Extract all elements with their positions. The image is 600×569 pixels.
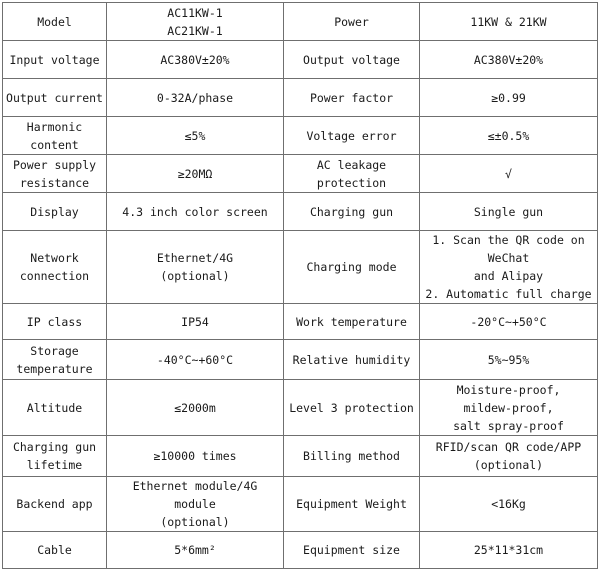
spec-value: -20°C~+50°C (420, 304, 598, 340)
table-row (3, 304, 598, 340)
spec-value: ≤5% (107, 117, 284, 155)
spec-value: Ethernet/4G (optional) (107, 231, 284, 304)
table-row (3, 41, 598, 79)
spec-label: Power (284, 3, 420, 41)
spec-label: Network connection (3, 231, 107, 304)
spec-label: Output current (3, 79, 107, 117)
spec-label: Power supply resistance (3, 155, 107, 193)
table-row (3, 436, 598, 477)
spec-value: ≥20MΩ (107, 155, 284, 193)
spec-value: AC11KW-1 AC21KW-1 (107, 3, 284, 41)
spec-value: ≤±0.5% (420, 117, 598, 155)
spec-value: AC380V±20% (107, 41, 284, 79)
spec-label: Power factor (284, 79, 420, 117)
spec-value: Single gun (420, 193, 598, 231)
spec-value: ≥0.99 (420, 79, 598, 117)
spec-value: 4.3 inch color screen (107, 193, 284, 231)
spec-label: Input voltage (3, 41, 107, 79)
spec-label: Harmonic content (3, 117, 107, 155)
table-row (3, 117, 598, 155)
spec-value: ≥10000 times (107, 436, 284, 477)
spec-label: Voltage error (284, 117, 420, 155)
spec-value: ≤2000m (107, 380, 284, 436)
spec-label: Display (3, 193, 107, 231)
spec-label: Model (3, 3, 107, 41)
spec-label: Storage temperature (3, 340, 107, 380)
spec-value: 11KW & 21KW (420, 3, 598, 41)
spec-table (2, 2, 598, 569)
table-row (3, 155, 598, 193)
spec-value: 5%~95% (420, 340, 598, 380)
spec-value: -40°C~+60°C (107, 340, 284, 380)
spec-value: 25*11*31cm (420, 532, 598, 569)
spec-value: Ethernet module/4G module (optional) (107, 477, 284, 532)
spec-label: Output voltage (284, 41, 420, 79)
spec-label: Charging mode (284, 231, 420, 304)
spec-value: 0-32A/phase (107, 79, 284, 117)
spec-label: Billing method (284, 436, 420, 477)
spec-label: Relative humidity (284, 340, 420, 380)
spec-label: Backend app (3, 477, 107, 532)
spec-label: Altitude (3, 380, 107, 436)
spec-label: Equipment Weight (284, 477, 420, 532)
spec-label: IP class (3, 304, 107, 340)
spec-value: Moisture-proof, mildew-proof, salt spray-proof (420, 380, 598, 436)
spec-label: Charging gun lifetime (3, 436, 107, 477)
spec-label: Charging gun (284, 193, 420, 231)
table-row (3, 340, 598, 380)
spec-value: √ (420, 155, 598, 193)
spec-value: IP54 (107, 304, 284, 340)
table-row (3, 231, 598, 304)
spec-value: 1. Scan the QR code on WeChat and Alipay 2. Automatic full charge (420, 231, 598, 304)
spec-label: Equipment size (284, 532, 420, 569)
spec-label: Cable (3, 532, 107, 569)
table-row (3, 477, 598, 532)
spec-label: Work temperature (284, 304, 420, 340)
spec-value: AC380V±20% (420, 41, 598, 79)
table-row (3, 380, 598, 436)
table-row (3, 193, 598, 231)
spec-value: <16Kg (420, 477, 598, 532)
spec-value: 5*6mm² (107, 532, 284, 569)
spec-value: RFID/scan QR code/APP (optional) (420, 436, 598, 477)
table-row (3, 3, 598, 41)
table-row (3, 79, 598, 117)
spec-label: AC leakage protection (284, 155, 420, 193)
spec-label: Level 3 protection (284, 380, 420, 436)
table-row (3, 532, 598, 569)
